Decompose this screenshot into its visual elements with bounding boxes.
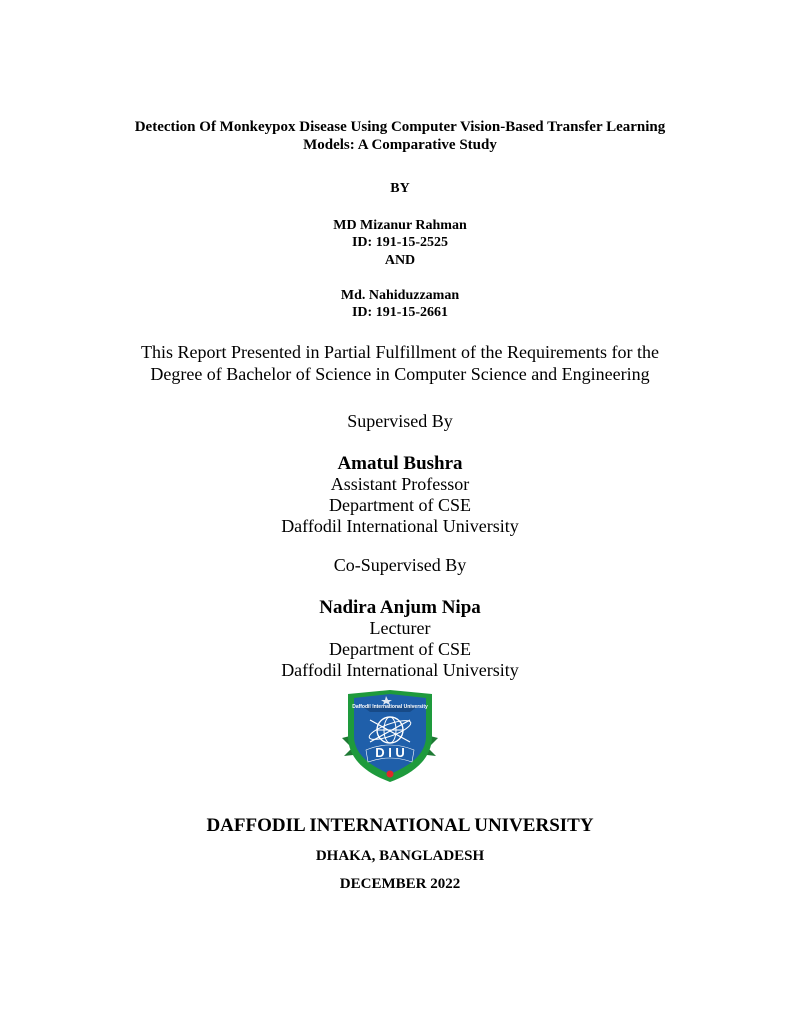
report-statement-line-1: This Report Presented in Partial Fulfillment of the Requirements for the <box>141 342 659 362</box>
diu-logo-icon <box>340 688 440 784</box>
co-supervisor-designation: Lecturer <box>369 618 431 638</box>
and-label: AND <box>384 253 416 268</box>
footer-date: DECEMBER 2022 <box>339 876 461 892</box>
author-1-id: ID: 191-15-2525 <box>351 235 449 250</box>
supervisor-name: Amatul Bushra <box>337 453 463 474</box>
author-2-id: ID: 191-15-2661 <box>351 305 449 320</box>
footer-university: DAFFODIL INTERNATIONAL UNIVERSITY <box>206 815 594 836</box>
logo-letters: D I U <box>375 745 405 760</box>
logo-arc-text: Daffodil International University <box>352 704 428 710</box>
supervisor-university: Daffodil International University <box>281 516 519 536</box>
author-1-name: MD Mizanur Rahman <box>333 218 467 233</box>
co-supervisor-department: Department of CSE <box>329 639 471 659</box>
report-statement-line-2: Degree of Bachelor of Science in Computer Science and Engineering <box>150 364 650 384</box>
co-supervisor-name: Nadira Anjum Nipa <box>319 597 481 618</box>
footer-location: DHAKA, BANGLADESH <box>315 848 485 864</box>
title-line-2: Models: A Comparative Study <box>303 137 497 153</box>
supervisor-department: Department of CSE <box>329 495 471 515</box>
author-2-name: Md. Nahiduzzaman <box>340 288 460 303</box>
title-line-1: Detection Of Monkeypox Disease Using Computer Vision-Based Transfer Learning <box>134 119 666 135</box>
by-label: BY <box>390 181 410 196</box>
co-supervisor-university: Daffodil International University <box>281 660 519 680</box>
supervisor-designation: Assistant Professor <box>330 474 470 494</box>
co-supervised-by-label: Co-Supervised By <box>333 555 467 575</box>
supervised-by-label: Supervised By <box>347 411 453 431</box>
